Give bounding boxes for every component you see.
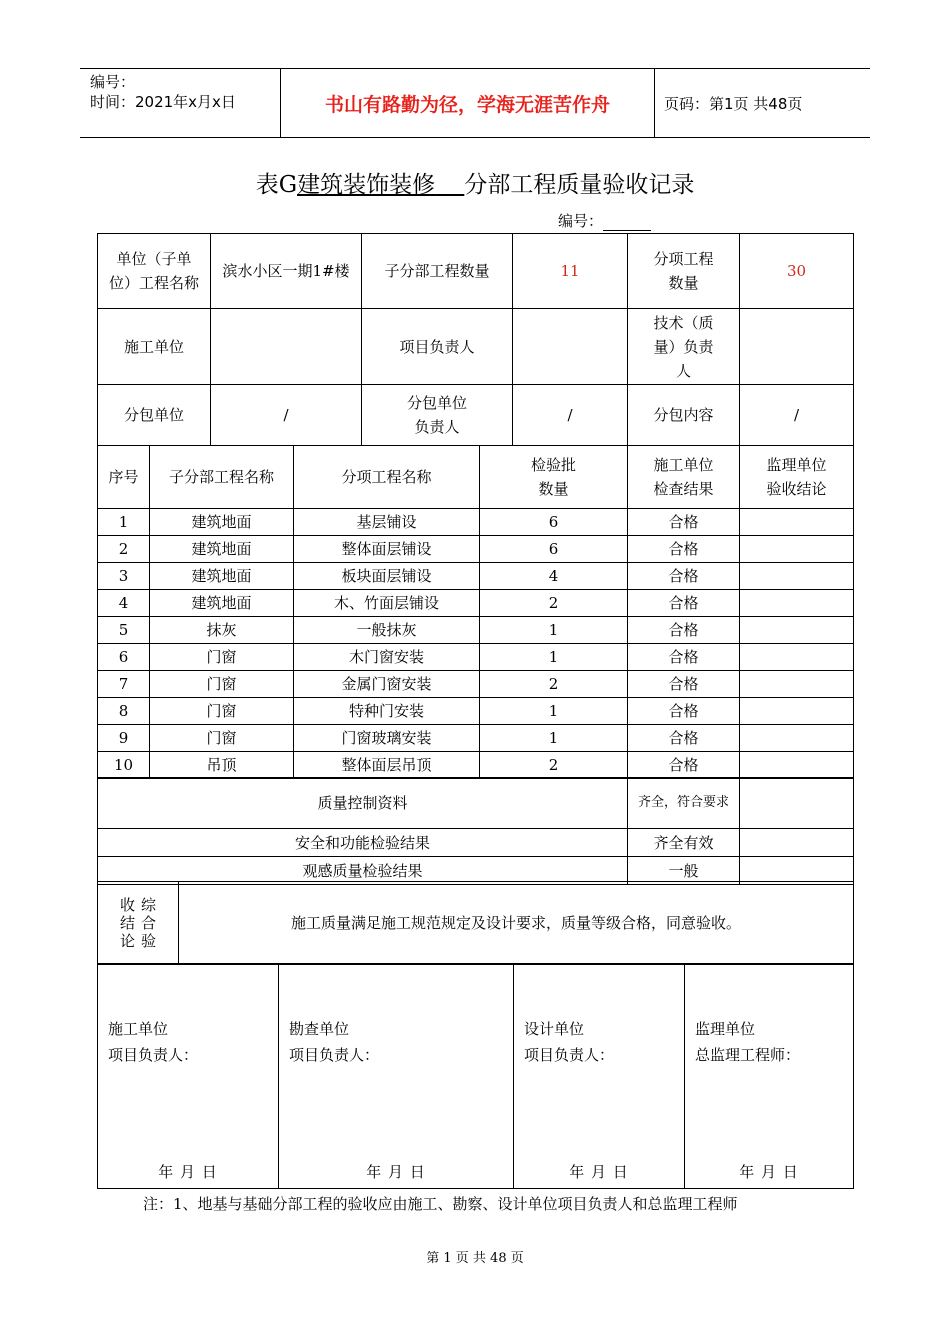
doc-number: 编号： xyxy=(558,210,651,231)
row-item-name: 特种门安装 xyxy=(294,698,480,725)
row-contractor-result: 合格 xyxy=(628,725,740,752)
signature-cell xyxy=(514,964,685,1189)
signature-unit xyxy=(524,1016,614,1068)
row-batch-count: 2 xyxy=(480,671,628,698)
footnote: 注：1、地基与基础分部工程的验收应由施工、勘察、设计单位项目负责人和总监理工程师 xyxy=(143,1195,738,1213)
row-seq: 10 xyxy=(98,752,150,779)
safety-result: 齐全有效 xyxy=(628,829,740,857)
row-seq: 7 xyxy=(98,671,150,698)
motto: 书山有路勤为径，学海无涯苦作舟 xyxy=(281,69,655,137)
row-contractor-result: 合格 xyxy=(628,671,740,698)
signature-date: 年 月 日 xyxy=(158,1163,218,1181)
row-seq: 5 xyxy=(98,617,150,644)
doc-number-blank xyxy=(603,216,651,231)
row-sub-name: 建筑地面 xyxy=(150,590,294,617)
sub-pm-value: / xyxy=(513,385,628,446)
signature-date: 年 月 日 xyxy=(739,1163,799,1181)
row-contractor-result: 合格 xyxy=(628,509,740,536)
signature-row xyxy=(98,964,854,1189)
signature-date: 年 月 日 xyxy=(366,1163,426,1181)
signature-unit xyxy=(108,1016,198,1068)
row-contractor-result: 合格 xyxy=(628,617,740,644)
page-header xyxy=(80,68,870,138)
row-supervisor-conclusion xyxy=(740,509,854,536)
row-seq: 6 xyxy=(98,644,150,671)
row-sub-name: 门窗 xyxy=(150,644,294,671)
table-header-row xyxy=(98,446,854,509)
page-footer: 第 1 页 共 48 页 xyxy=(426,1251,524,1266)
row-item-name: 木门窗安装 xyxy=(294,644,480,671)
row-contractor-result: 合格 xyxy=(628,644,740,671)
item-count-value: 30 xyxy=(740,234,854,309)
title-underlined: 建筑装饰装修 xyxy=(297,172,436,198)
page-code: 页码：第1页 共48页 xyxy=(664,94,803,113)
conclusion-label xyxy=(98,882,179,965)
row-sub-name: 门窗 xyxy=(150,671,294,698)
qc-conclusion xyxy=(740,778,854,829)
title-suffix: 分部工程质量验收记录 xyxy=(464,172,695,198)
row-batch-count: 1 xyxy=(480,698,628,725)
table-row xyxy=(98,617,854,644)
row-supervisor-conclusion xyxy=(740,563,854,590)
row-item-name: 金属门窗安装 xyxy=(294,671,480,698)
conclusion-table xyxy=(97,881,854,965)
row-batch-count: 2 xyxy=(480,752,628,779)
time-label: 时间：2021年x月x日 xyxy=(90,93,236,111)
row-sub-name: 建筑地面 xyxy=(150,563,294,590)
row-batch-count: 1 xyxy=(480,725,628,752)
row-item-name: 一般抹灰 xyxy=(294,617,480,644)
col-contractor-result: 施工单位检查结果 xyxy=(628,446,740,509)
col-sub-name: 子分部工程名称 xyxy=(150,446,294,509)
tech-label: 技术（质量）负责人 xyxy=(628,309,740,385)
row-supervisor-conclusion xyxy=(740,644,854,671)
row-seq: 3 xyxy=(98,563,150,590)
qc-label: 质量控制资料 xyxy=(98,778,628,829)
header-meta xyxy=(80,69,281,137)
row-supervisor-conclusion xyxy=(740,590,854,617)
table-row xyxy=(98,752,854,779)
contractor-label: 施工单位 xyxy=(98,309,211,385)
pm-label: 项目负责人 xyxy=(362,309,513,385)
row-item-name: 木、竹面层铺设 xyxy=(294,590,480,617)
row-item-name: 基层铺设 xyxy=(294,509,480,536)
table-row xyxy=(98,698,854,725)
col-supervisor-conclusion: 监理单位验收结论 xyxy=(740,446,854,509)
conclusion-text: 施工质量满足施工规范规定及设计要求，质量等级合格，同意验收。 xyxy=(179,882,854,965)
table-row xyxy=(98,644,854,671)
table-row xyxy=(98,671,854,698)
sub-count-label: 子分部工程数量 xyxy=(362,234,513,309)
signature-cell xyxy=(98,964,279,1189)
signature-unit-name: 勘查单位 xyxy=(289,1020,350,1038)
row-supervisor-conclusion xyxy=(740,617,854,644)
signature-role: 项目负责人： xyxy=(108,1046,199,1064)
row-contractor-result: 合格 xyxy=(628,536,740,563)
row-seq: 4 xyxy=(98,590,150,617)
row-seq: 9 xyxy=(98,725,150,752)
item-count-label: 分项工程数量 xyxy=(628,234,740,309)
row-batch-count: 4 xyxy=(480,563,628,590)
unit-name-label: 单位（子单位）工程名称 xyxy=(98,234,211,309)
sub-content-label: 分包内容 xyxy=(628,385,740,446)
signature-role: 项目负责人： xyxy=(524,1046,615,1064)
pm-value xyxy=(513,309,628,385)
row-sub-name: 门窗 xyxy=(150,698,294,725)
safety-conclusion xyxy=(740,829,854,857)
signature-role: 项目负责人： xyxy=(289,1046,380,1064)
row-item-name: 整体面层吊顶 xyxy=(294,752,480,779)
qc-result: 齐全，符合要求 xyxy=(628,778,740,829)
signature-unit-name: 设计单位 xyxy=(524,1020,585,1038)
signature-role: 总监理工程师： xyxy=(695,1046,801,1064)
conclusion-label-col1: 收 结 论 xyxy=(119,896,135,950)
table-row xyxy=(98,509,854,536)
row-batch-count: 6 xyxy=(480,536,628,563)
col-seq: 序号 xyxy=(98,446,150,509)
row-contractor-result: 合格 xyxy=(628,563,740,590)
row-supervisor-conclusion xyxy=(740,536,854,563)
summary-table xyxy=(97,777,854,885)
row-contractor-result: 合格 xyxy=(628,752,740,779)
table-row xyxy=(98,563,854,590)
table-row xyxy=(98,590,854,617)
signature-unit-name: 施工单位 xyxy=(108,1020,169,1038)
row-sub-name: 建筑地面 xyxy=(150,536,294,563)
row-batch-count: 6 xyxy=(480,509,628,536)
row-supervisor-conclusion xyxy=(740,671,854,698)
signature-table xyxy=(97,963,854,1189)
row-batch-count: 1 xyxy=(480,644,628,671)
row-item-name: 板块面层铺设 xyxy=(294,563,480,590)
row-sub-name: 吊顶 xyxy=(150,752,294,779)
sub-pm-label: 分包单位负责人 xyxy=(362,385,513,446)
appearance-label: 观感质量检验结果 xyxy=(98,857,628,885)
items-table xyxy=(97,445,854,779)
row-supervisor-conclusion xyxy=(740,752,854,779)
table-row xyxy=(98,725,854,752)
title-prefix: 表G xyxy=(255,172,298,198)
row-seq: 8 xyxy=(98,698,150,725)
row-item-name: 整体面层铺设 xyxy=(294,536,480,563)
row-supervisor-conclusion xyxy=(740,698,854,725)
row-seq: 2 xyxy=(98,536,150,563)
page-title xyxy=(0,166,950,199)
signature-cell xyxy=(279,964,514,1189)
row-sub-name: 门窗 xyxy=(150,725,294,752)
row-seq: 1 xyxy=(98,509,150,536)
row-sub-name: 建筑地面 xyxy=(150,509,294,536)
subcontractor-value: / xyxy=(211,385,362,446)
conclusion-label-col2: 综 合 验 xyxy=(141,896,157,950)
row-batch-count: 1 xyxy=(480,617,628,644)
signature-unit xyxy=(695,1016,800,1068)
info-table xyxy=(97,233,854,446)
number-label: 编号： xyxy=(90,73,136,91)
subcontractor-label: 分包单位 xyxy=(98,385,211,446)
table-row xyxy=(98,536,854,563)
safety-label: 安全和功能检验结果 xyxy=(98,829,628,857)
signature-date: 年 月 日 xyxy=(569,1163,629,1181)
contractor-value xyxy=(211,309,362,385)
appearance-result: 一般 xyxy=(628,857,740,885)
signature-unit-name: 监理单位 xyxy=(695,1020,756,1038)
sub-count-value: 11 xyxy=(513,234,628,309)
row-supervisor-conclusion xyxy=(740,725,854,752)
items-body xyxy=(98,509,854,779)
signature-unit xyxy=(289,1016,379,1068)
col-item-name: 分项工程名称 xyxy=(294,446,480,509)
col-batch-count: 检验批数量 xyxy=(480,446,628,509)
signature-cell xyxy=(685,964,854,1189)
row-contractor-result: 合格 xyxy=(628,590,740,617)
row-batch-count: 2 xyxy=(480,590,628,617)
row-contractor-result: 合格 xyxy=(628,698,740,725)
row-item-name: 门窗玻璃安装 xyxy=(294,725,480,752)
tech-value xyxy=(740,309,854,385)
row-sub-name: 抹灰 xyxy=(150,617,294,644)
unit-name-value: 滨水小区一期1#楼 xyxy=(211,234,362,309)
sub-content-value: / xyxy=(740,385,854,446)
